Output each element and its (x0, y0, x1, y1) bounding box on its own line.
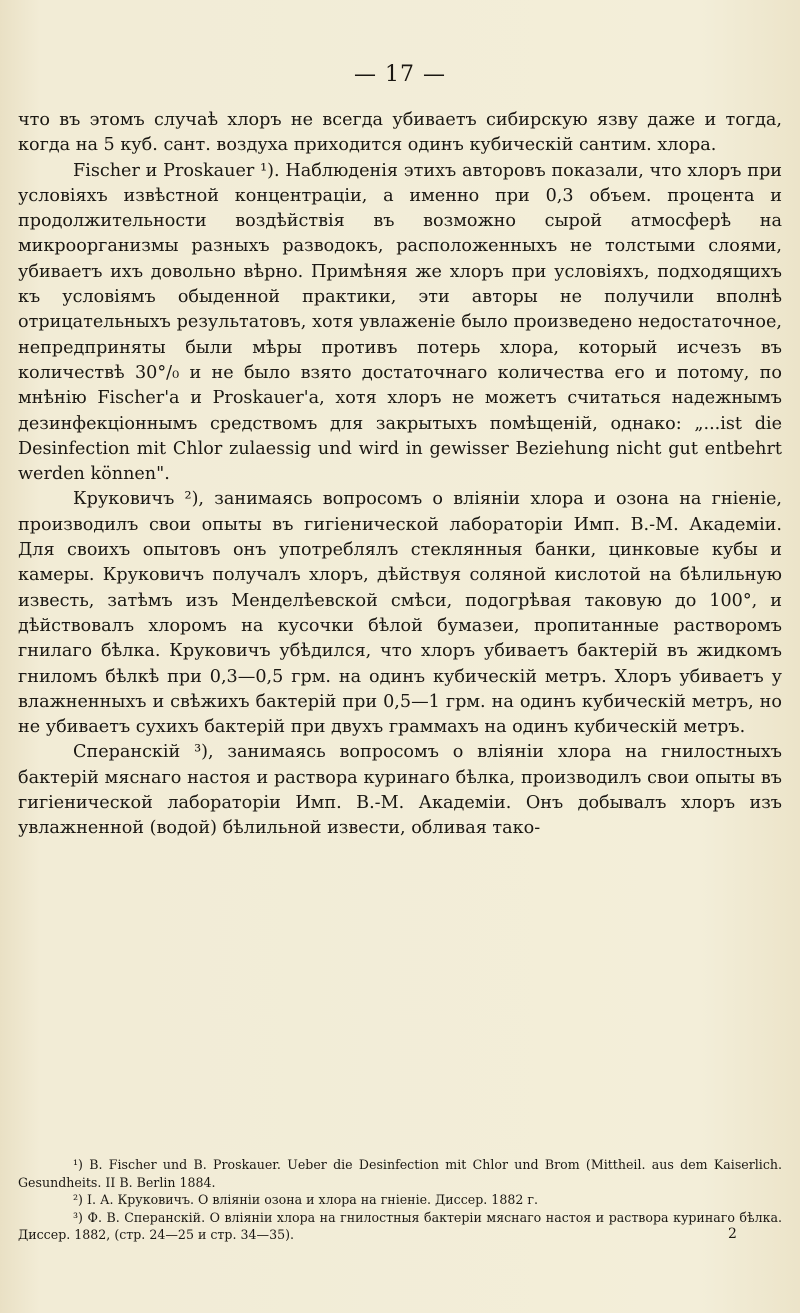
footnotes (18, 1156, 782, 1244)
page-number: — 17 — (354, 62, 446, 87)
body-text (18, 108, 782, 842)
footnote-3: ³) Ф. В. Сперанскій. О вліяніи хлора на гнилостныя бактеріи мяснаго настоя и раствора куринаго бѣлка. Диссер. 1882, (стр. 24—25 и стр. 34—35). (18, 1209, 782, 1242)
paragraph-4: Сперанскій ³), занимаясь вопросомъ о вліяніи хлора на гнилостныхъ бактерій мяснаго настоя и раствора куринаго бѣлка, производилъ свои опыты въ гигіенической лабораторіи Имп. В.-М. Академіи. Онъ добывалъ хлоръ изъ увлажненной (водой) бѣлильной извести, обливая тако- (18, 742, 782, 839)
paragraph-1: что въ этомъ случаѣ хлоръ не всегда убиваетъ сибирскую язву даже и тогда, когда на 5 куб. сант. воздуха приходится одинъ кубическій сантим. хлора. (18, 110, 782, 156)
paragraph-2: Fischer и Proskauer ¹). Наблюденія этихъ авторовъ показали, что хлоръ при условіяхъ извѣстной концентраціи, а именно при 0,3 объем. процента и продолжительности воздѣйствія въ возможно сырой атмосферѣ на микроорганизмы разныхъ разводокъ, расположенныхъ не толстыми слоями, убиваетъ ихъ довольно вѣрно. Примѣняя же хлоръ при условіяхъ, подходящихъ къ условіямъ обыденной практики, эти авторы не получили вполнѣ отрицательныхъ результатовъ, хотя увлаженіе было произведено недостаточное, непредприняты были мѣры противъ потерь хлора, который исчезъ въ количествѣ 30°/₀ и не было взято достаточнаго количества его и потому, по мнѣнію Fischer'а и Proskauer'а, хотя хлоръ не можетъ считаться надежнымъ дезинфекціоннымъ средствомъ для закрытыхъ помѣщеній, однако: „...ist die Desinfection mit Chlor zulaessig und wird in gewisser Beziehung nicht gut entbehrt werden können". (18, 160, 782, 485)
footnote-1: ¹) B. Fischer und B. Proskauer. Ueber die Desinfection mit Chlor und Brom (Mittheil. aus dem Kaiserlich. Gesundheits. II B. Berlin 1884. (18, 1157, 782, 1190)
footnote-2: ²) I. А. Круковичъ. О вліяніи озона и хлора на гніеніе. Диссер. 1882 г. (73, 1192, 538, 1207)
paragraph-3: Круковичъ ²), занимаясь вопросомъ о вліяніи хлора и озона на гніеніе, производилъ свои опыты въ гигіенической лабораторіи Имп. В.-М. Академіи. Для своихъ опытовъ онъ употреблялъ стеклянныя банки, цинковые кубы и камеры. Круковичъ получалъ хлоръ, дѣйствуя соляной кислотой на бѣлильную известь, затѣмъ изъ Менделѣевской смѣси, подогрѣвая таковую до 100°, и дѣйствовалъ хлоромъ на кусочки бѣлой бумазеи, пропитанные растворомъ гнилаго бѣлка. Круковичъ убѣдился, что хлоръ убиваетъ бактерій въ жидкомъ гниломъ бѣлкѣ при 0,3—0,5 грм. на одинъ кубическій метръ. Хлоръ убиваетъ у влажненныхъ и свѣжихъ бактерій при 0,5—1 грм. на одинъ кубическій метръ, но не убиваетъ сухихъ бактерій при двухъ граммахъ на одинъ кубическій метръ. (18, 489, 782, 738)
signature-mark: 2 (728, 1226, 737, 1242)
